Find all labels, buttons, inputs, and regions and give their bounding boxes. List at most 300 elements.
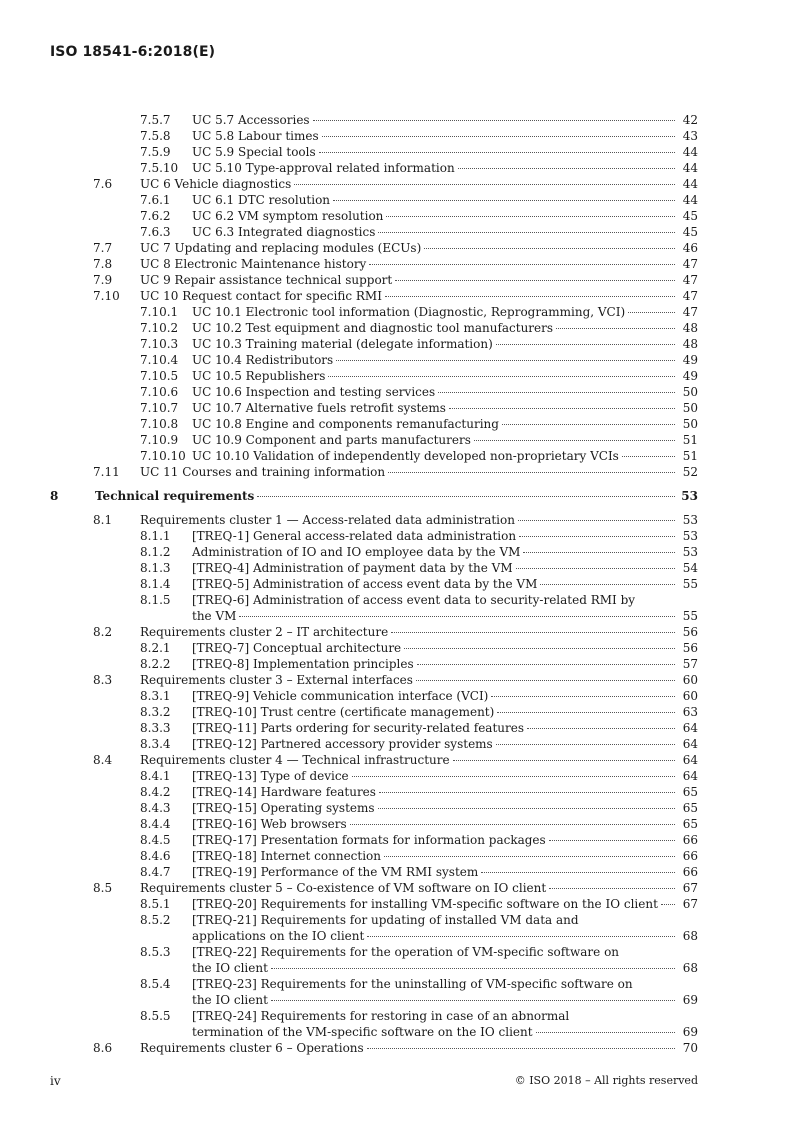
toc-entry[interactable] xyxy=(0,192,793,208)
toc-entry-title-text: UC 5.10 Type-approval related information xyxy=(192,161,455,175)
toc-entry[interactable] xyxy=(0,592,793,624)
dot-leader xyxy=(386,216,675,217)
toc-entry-title-text: [TREQ-1] General access-related data administration xyxy=(192,529,517,543)
dot-leader xyxy=(378,232,675,233)
toc-entry-page-number: 47 xyxy=(682,273,698,287)
toc-entry-number: 8.5.3 xyxy=(140,945,171,959)
toc-entry-page-number: 65 xyxy=(682,785,698,799)
toc-entry-title-text: UC 5.9 Special tools xyxy=(192,145,316,159)
toc-entry-title-text: UC 10.5 Republishers xyxy=(192,369,326,383)
toc-entry-page-number: 69 xyxy=(682,1025,698,1039)
toc-entry[interactable] xyxy=(0,336,793,352)
dot-leader xyxy=(438,392,675,393)
toc-entry-title-text: UC 6.1 DTC resolution xyxy=(192,193,331,207)
toc-entry[interactable] xyxy=(0,720,793,736)
toc-entry-number: 8.4.6 xyxy=(140,849,171,863)
toc-entry-title-text: [TREQ-18] Internet connection xyxy=(192,849,382,863)
toc-entry-page-number: 45 xyxy=(682,209,698,223)
dot-leader xyxy=(496,344,675,345)
toc-entry-title xyxy=(140,752,678,768)
toc-entry[interactable] xyxy=(0,272,793,288)
dot-leader xyxy=(378,808,675,809)
toc-entry-title-text: Requirements cluster 1 — Access-related data administration xyxy=(140,513,515,527)
toc-entry-title xyxy=(192,208,678,224)
dot-leader xyxy=(417,664,675,665)
toc-entry[interactable] xyxy=(0,288,793,304)
toc-entry-title-text: [TREQ-4] Administration of payment data by the VM xyxy=(192,561,513,575)
dot-leader xyxy=(313,120,675,121)
dot-leader xyxy=(239,616,675,617)
dot-leader xyxy=(519,536,675,537)
toc-entry-page-number: 56 xyxy=(682,641,698,655)
toc-entry-title xyxy=(192,128,678,144)
toc-entry-title xyxy=(192,800,678,816)
toc-entry-page-number: 68 xyxy=(682,961,698,975)
toc-entry-page-number: 55 xyxy=(682,609,698,623)
dot-leader xyxy=(496,744,675,745)
toc-entry-title-line: [TREQ-21] Requirements for updating of installed VM data and xyxy=(192,913,579,927)
toc-entry-title-continuation: the IO client xyxy=(192,993,268,1007)
toc-entry[interactable] xyxy=(0,704,793,720)
toc-entry-number: 7.10.9 xyxy=(140,433,179,447)
toc-entry[interactable] xyxy=(0,464,793,480)
toc-entry-title xyxy=(192,352,678,368)
toc-entry[interactable] xyxy=(0,528,793,544)
dot-leader xyxy=(271,1000,675,1001)
toc-entry-title-text: UC 6.3 Integrated diagnostics xyxy=(192,225,376,239)
toc-entry-title-text: Administration of IO and IO employee data by the VM xyxy=(192,545,521,559)
toc-entry-title-text: UC 10.4 Redistributors xyxy=(192,353,334,367)
toc-entry-page-number: 60 xyxy=(682,689,698,703)
toc-entry-title xyxy=(140,240,678,256)
toc-entry-number: 7.10.8 xyxy=(140,417,179,431)
toc-entry-title xyxy=(192,528,678,544)
toc-entry-title xyxy=(192,976,678,1008)
toc-entry-title xyxy=(192,944,678,976)
toc-entry-title-text: [TREQ-20] Requirements for installing VM-specific software on the IO client xyxy=(192,897,658,911)
toc-entry-number: 8.6 xyxy=(93,1041,113,1055)
toc-entry[interactable] xyxy=(0,848,793,864)
dot-leader xyxy=(449,408,675,409)
toc-entry-number: 8.1.1 xyxy=(140,529,171,543)
toc-entry-title-text: UC 7 Updating and replacing modules (ECUs) xyxy=(140,241,422,255)
toc-entry-title xyxy=(140,256,678,272)
dot-leader xyxy=(333,200,675,201)
toc-entry-number: 8.5.5 xyxy=(140,1009,171,1023)
toc-entry-title-text: UC 10 Request contact for specific RMI xyxy=(140,289,382,303)
toc-entry-page-number: 68 xyxy=(682,929,698,943)
toc-entry-number: 8.4 xyxy=(93,753,113,767)
toc-entry-title xyxy=(192,688,678,704)
dot-leader xyxy=(536,1032,675,1033)
dot-leader xyxy=(369,264,675,265)
toc-entry-number: 8.2 xyxy=(93,625,113,639)
toc-entry-title xyxy=(192,832,678,848)
toc-entry[interactable] xyxy=(0,1008,793,1040)
toc-entry[interactable] xyxy=(0,976,793,1008)
toc-entry-number: 8.4.4 xyxy=(140,817,171,831)
toc-entry[interactable] xyxy=(0,816,793,832)
dot-leader xyxy=(350,824,675,825)
dot-leader xyxy=(384,856,675,857)
toc-entry-title-text: UC 10.9 Component and parts manufacturers xyxy=(192,433,471,447)
toc-entry[interactable] xyxy=(0,944,793,976)
page-number-footer: iv xyxy=(50,1074,61,1088)
toc-entry-number: 8.3.3 xyxy=(140,721,171,735)
toc-entry-title-text: [TREQ-13] Type of device xyxy=(192,769,349,783)
toc-entry-title xyxy=(140,1040,678,1056)
dot-leader xyxy=(385,296,675,297)
toc-entry-page-number: 49 xyxy=(682,369,698,383)
dot-leader xyxy=(416,680,675,681)
toc-entry-title xyxy=(192,224,678,240)
toc-entry-number: 7.5.7 xyxy=(140,113,171,127)
toc-entry-title xyxy=(192,816,678,832)
toc-entry[interactable] xyxy=(0,832,793,848)
dot-leader xyxy=(379,792,675,793)
toc-entry-page-number: 48 xyxy=(682,321,698,335)
toc-entry-title xyxy=(192,416,678,432)
toc-entry-number: 8.3 xyxy=(93,673,113,687)
dot-leader xyxy=(516,568,675,569)
toc-entry[interactable] xyxy=(0,416,793,432)
dot-leader xyxy=(661,904,675,905)
dot-leader xyxy=(404,648,675,649)
toc-entry[interactable] xyxy=(0,640,793,656)
toc-entry-title xyxy=(192,192,678,208)
dot-leader xyxy=(518,520,675,521)
toc-entry-number: 7.10 xyxy=(93,289,120,303)
toc-entry-page-number: 69 xyxy=(682,993,698,1007)
toc-entry-number: 8.2.1 xyxy=(140,641,171,655)
toc-entry[interactable] xyxy=(0,432,793,448)
toc-entry-title xyxy=(192,896,678,912)
toc-entry[interactable] xyxy=(0,320,793,336)
toc-entry-title-text: UC 10.1 Electronic tool information (Diagnostic, Reprogramming, VCI) xyxy=(192,305,626,319)
toc-entry-title xyxy=(192,848,678,864)
toc-entry-title-text: Requirements cluster 2 – IT architecture xyxy=(140,625,389,639)
toc-entry-title-text: Technical requirements xyxy=(95,489,255,503)
toc-entry-page-number: 70 xyxy=(682,1041,698,1055)
toc-entry-title-text: [TREQ-14] Hardware features xyxy=(192,785,376,799)
toc-entry-title-text: [TREQ-12] Partnered accessory provider systems xyxy=(192,737,493,751)
toc-entry-title xyxy=(192,304,678,320)
document-id: ISO 18541-6:2018(E) xyxy=(50,44,216,60)
toc-entry-page-number: 64 xyxy=(682,769,698,783)
dot-leader xyxy=(527,728,675,729)
toc-entry[interactable] xyxy=(0,624,793,640)
toc-entry-page-number: 53 xyxy=(682,529,698,543)
toc-entry[interactable] xyxy=(0,224,793,240)
toc-entry[interactable] xyxy=(0,128,793,144)
toc-entry-title xyxy=(192,736,678,752)
toc-entry-title-text: [TREQ-17] Presentation formats for information packages xyxy=(192,833,546,847)
toc-entry[interactable] xyxy=(0,544,793,560)
toc-entry-title-text: UC 8 Electronic Maintenance history xyxy=(140,257,367,271)
toc-entry-number: 8.1.2 xyxy=(140,545,171,559)
toc-entry-page-number: 42 xyxy=(682,113,698,127)
toc-entry-title xyxy=(192,400,678,416)
toc-entry-title xyxy=(192,576,678,592)
dot-leader xyxy=(540,584,675,585)
dot-leader xyxy=(424,248,675,249)
toc-entry[interactable] xyxy=(0,736,793,752)
toc-entry-number: 8.2.2 xyxy=(140,657,171,671)
toc-entry-page-number: 65 xyxy=(682,817,698,831)
toc-entry-page-number: 53 xyxy=(682,545,698,559)
toc-entry-number: 7.10.3 xyxy=(140,337,179,351)
toc-entry-number: 8.4.5 xyxy=(140,833,171,847)
dot-leader xyxy=(294,184,675,185)
dot-leader xyxy=(474,440,675,441)
toc-entry-title-text: UC 5.7 Accessories xyxy=(192,113,310,127)
toc-entry-title xyxy=(192,544,678,560)
toc-entry-title-text: UC 10.7 Alternative fuels retrofit systems xyxy=(192,401,446,415)
toc-entry-number: 8.5.1 xyxy=(140,897,171,911)
toc-entry[interactable] xyxy=(0,912,793,944)
dot-leader xyxy=(367,1048,675,1049)
dot-leader xyxy=(549,888,675,889)
toc-entry-title-text: Requirements cluster 5 – Co-existence of VM software on IO client xyxy=(140,881,547,895)
toc-entry-number: 7.10.10 xyxy=(140,449,186,463)
toc-entry[interactable] xyxy=(0,240,793,256)
toc-entry-page-number: 60 xyxy=(682,673,698,687)
toc-entry-page-number: 44 xyxy=(682,177,698,191)
toc-entry[interactable] xyxy=(0,880,793,896)
toc-entry-page-number: 64 xyxy=(682,753,698,767)
toc-entry-title-line: [TREQ-6] Administration of access event data to security-related RMI by xyxy=(192,593,636,607)
dot-leader xyxy=(453,760,675,761)
toc-entry-page-number: 54 xyxy=(682,561,698,575)
toc-entry-number: 7.11 xyxy=(93,465,120,479)
toc-entry-title-text: Requirements cluster 3 – External interfaces xyxy=(140,673,413,687)
toc-entry-number: 7.9 xyxy=(93,273,113,287)
toc-entry-number: 8.1.4 xyxy=(140,577,171,591)
toc-entry-page-number: 53 xyxy=(682,513,698,527)
toc-entry-title-text: UC 11 Courses and training information xyxy=(140,465,386,479)
toc-entry-number: 7.10.6 xyxy=(140,385,179,399)
dot-leader xyxy=(367,936,675,937)
toc-entry-title xyxy=(192,720,678,736)
toc-entry-title xyxy=(140,464,678,480)
toc-entry-page-number: 44 xyxy=(682,193,698,207)
toc-entry-number: 8.4.7 xyxy=(140,865,171,879)
toc-entry-page-number: 65 xyxy=(682,801,698,815)
toc-entry-number: 8 xyxy=(50,489,59,503)
toc-entry-title xyxy=(192,160,678,176)
toc-entry-title-text: UC 10.6 Inspection and testing services xyxy=(192,385,436,399)
toc-entry-number: 7.8 xyxy=(93,257,113,271)
toc-entry[interactable] xyxy=(0,144,793,160)
toc-entry[interactable] xyxy=(0,864,793,880)
toc-entry-page-number: 50 xyxy=(682,417,698,431)
toc-entry-page-number: 57 xyxy=(682,657,698,671)
toc-entry-title-text: [TREQ-19] Performance of the VM RMI system xyxy=(192,865,479,879)
toc-entry[interactable] xyxy=(0,784,793,800)
toc-entry-title-text: UC 5.8 Labour times xyxy=(192,129,319,143)
dot-leader xyxy=(352,776,675,777)
dot-leader xyxy=(497,712,675,713)
toc-entry-title xyxy=(192,656,678,672)
toc-entry-title xyxy=(140,288,678,304)
toc-entry-page-number: 66 xyxy=(682,865,698,879)
dot-leader xyxy=(271,968,675,969)
toc-entry[interactable] xyxy=(0,656,793,672)
toc-entry-title-text: Requirements cluster 4 — Technical infrastructure xyxy=(140,753,450,767)
toc-entry-title-text: UC 10.8 Engine and components remanufacturing xyxy=(192,417,499,431)
dot-leader xyxy=(391,632,675,633)
toc-entry[interactable] xyxy=(0,800,793,816)
toc-entry-number: 8.4.1 xyxy=(140,769,171,783)
toc-entry-title xyxy=(192,592,678,624)
toc-entry-page-number: 50 xyxy=(682,385,698,399)
toc-entry-title-text: [TREQ-16] Web browsers xyxy=(192,817,347,831)
toc-entry-title-text: UC 6.2 VM symptom resolution xyxy=(192,209,384,223)
toc-entry[interactable] xyxy=(0,400,793,416)
toc-entry-page-number: 64 xyxy=(682,721,698,735)
toc-entry-title-continuation: the VM xyxy=(192,609,237,623)
toc-entry-title xyxy=(192,384,678,400)
toc-entry[interactable] xyxy=(0,896,793,912)
toc-entry-page-number: 56 xyxy=(682,625,698,639)
toc-entry-title-continuation: the IO client xyxy=(192,961,268,975)
toc-entry-page-number: 66 xyxy=(682,849,698,863)
toc-entry-number: 8.5.4 xyxy=(140,977,171,991)
toc-entry[interactable] xyxy=(0,512,793,528)
toc-entry-number: 7.5.9 xyxy=(140,145,171,159)
toc-entry[interactable] xyxy=(0,560,793,576)
dot-leader xyxy=(523,552,675,553)
dot-leader xyxy=(257,496,675,497)
toc-entry-number: 7.10.1 xyxy=(140,305,179,319)
toc-entry-title xyxy=(192,784,678,800)
toc-entry-page-number: 47 xyxy=(682,257,698,271)
toc-entry-title-continuation: applications on the IO client xyxy=(192,929,365,943)
toc-entry-title xyxy=(192,864,678,880)
toc-entry-page-number: 55 xyxy=(682,577,698,591)
toc-entry-page-number: 44 xyxy=(682,161,698,175)
dot-leader xyxy=(556,328,675,329)
toc-entry-page-number: 47 xyxy=(682,305,698,319)
toc-entry-title xyxy=(192,448,678,464)
toc-entry-title-text: UC 10.2 Test equipment and diagnostic tool manufacturers xyxy=(192,321,554,335)
toc-entry[interactable] xyxy=(0,352,793,368)
toc-entry-number: 8.4.2 xyxy=(140,785,171,799)
toc-entry[interactable] xyxy=(0,160,793,176)
toc-entry-page-number: 49 xyxy=(682,353,698,367)
table-of-contents xyxy=(0,112,793,1056)
toc-entry-number: 8.5 xyxy=(93,881,113,895)
toc-entry-title xyxy=(140,624,678,640)
toc-entry-number: 8.3.4 xyxy=(140,737,171,751)
toc-entry-title xyxy=(140,272,678,288)
toc-entry-number: 8.3.1 xyxy=(140,689,171,703)
toc-entry-page-number: 50 xyxy=(682,401,698,415)
toc-entry[interactable] xyxy=(0,112,793,128)
toc-entry[interactable] xyxy=(0,1040,793,1056)
toc-entry-title-text: UC 6 Vehicle diagnostics xyxy=(140,177,292,191)
toc-entry[interactable] xyxy=(0,672,793,688)
toc-entry-number: 7.10.4 xyxy=(140,353,179,367)
toc-entry-number: 7.6 xyxy=(93,177,113,191)
toc-entry-title-text: [TREQ-8] Implementation principles xyxy=(192,657,414,671)
toc-entry-title-text: [TREQ-10] Trust centre (certificate management) xyxy=(192,705,495,719)
toc-entry-page-number: 46 xyxy=(682,241,698,255)
toc-entry-title xyxy=(192,144,678,160)
toc-entry-title xyxy=(192,640,678,656)
toc-entry-number: 7.6.1 xyxy=(140,193,171,207)
copyright-notice: © ISO 2018 – All rights reserved xyxy=(514,1074,698,1087)
toc-entry-title xyxy=(95,488,678,504)
toc-entry-title-continuation: termination of the VM-specific software on the IO client xyxy=(192,1025,533,1039)
toc-entry-page-number: 67 xyxy=(682,881,698,895)
toc-entry-page-number: 66 xyxy=(682,833,698,847)
dot-leader xyxy=(328,376,675,377)
toc-entry[interactable] xyxy=(0,688,793,704)
toc-entry[interactable] xyxy=(0,752,793,768)
dot-leader xyxy=(336,360,675,361)
toc-entry-page-number: 64 xyxy=(682,737,698,751)
toc-entry-title xyxy=(140,176,678,192)
toc-entry-number: 7.10.7 xyxy=(140,401,179,415)
dot-leader xyxy=(491,696,675,697)
toc-entry-number: 8.1.5 xyxy=(140,593,171,607)
toc-entry-title xyxy=(192,336,678,352)
toc-entry-number: 7.5.8 xyxy=(140,129,171,143)
dot-leader xyxy=(481,872,675,873)
toc-entry-number: 8.3.2 xyxy=(140,705,171,719)
dot-leader xyxy=(319,152,675,153)
toc-entry-page-number: 53 xyxy=(681,489,698,503)
toc-entry-number: 7.7 xyxy=(93,241,113,255)
toc-entry-number: 7.6.3 xyxy=(140,225,171,239)
toc-entry-page-number: 51 xyxy=(682,433,698,447)
toc-entry-title xyxy=(140,880,678,896)
toc-entry[interactable] xyxy=(0,384,793,400)
toc-entry-title-line: [TREQ-24] Requirements for restoring in case of an abnormal xyxy=(192,1009,570,1023)
toc-entry[interactable] xyxy=(0,176,793,192)
toc-entry[interactable] xyxy=(0,768,793,784)
toc-entry[interactable] xyxy=(0,208,793,224)
toc-entry[interactable] xyxy=(0,304,793,320)
dot-leader xyxy=(395,280,675,281)
toc-entry-number: 8.5.2 xyxy=(140,913,171,927)
toc-entry-title xyxy=(192,912,678,944)
toc-entry-number: 7.5.10 xyxy=(140,161,179,175)
dot-leader xyxy=(622,456,675,457)
toc-entry-title xyxy=(192,112,678,128)
toc-entry-number: 8.1 xyxy=(93,513,113,527)
toc-entry[interactable] xyxy=(0,448,793,464)
toc-entry-title-line: [TREQ-22] Requirements for the operation of VM-specific software on xyxy=(192,945,620,959)
toc-entry-title-text: [TREQ-7] Conceptual architecture xyxy=(192,641,402,655)
toc-entry-page-number: 67 xyxy=(682,897,698,911)
toc-entry-number: 7.6.2 xyxy=(140,209,171,223)
toc-entry-title-text: UC 9 Repair assistance technical support xyxy=(140,273,393,287)
toc-entry-page-number: 51 xyxy=(682,449,698,463)
dot-leader xyxy=(322,136,675,137)
toc-entry-page-number: 44 xyxy=(682,145,698,159)
toc-entry-number: 7.10.5 xyxy=(140,369,179,383)
toc-entry[interactable] xyxy=(0,576,793,592)
toc-entry[interactable] xyxy=(0,488,793,504)
toc-entry-title-text: UC 10.3 Training material (delegate information) xyxy=(192,337,493,351)
toc-entry[interactable] xyxy=(0,368,793,384)
toc-entry-title-text: UC 10.10 Validation of independently developed non-proprietary VCIs xyxy=(192,449,619,463)
toc-entry-title xyxy=(140,512,678,528)
toc-entry[interactable] xyxy=(0,256,793,272)
toc-entry-title xyxy=(192,368,678,384)
